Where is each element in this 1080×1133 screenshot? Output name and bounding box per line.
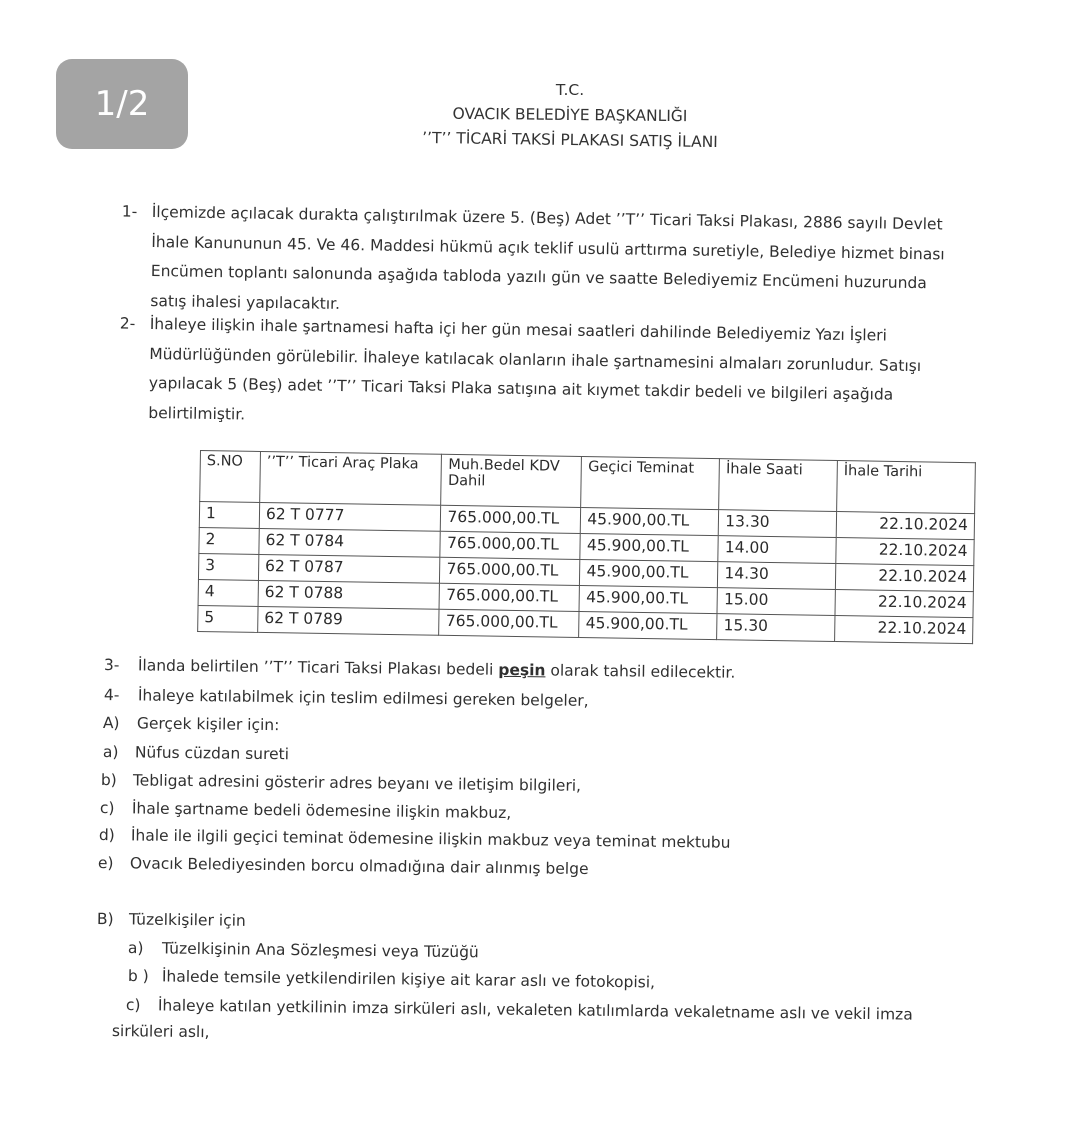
list-marker: c) [99, 799, 115, 818]
item-1-number: 1- [121, 202, 138, 221]
table-cell: 15.30 [717, 614, 835, 642]
section-a-item [103, 743, 289, 763]
table-cell: 14.30 [718, 562, 836, 590]
column-header: İhale Tarihi [837, 461, 976, 514]
section-b-item [128, 967, 655, 991]
section-a-title: Gerçek kişiler için: [136, 714, 280, 735]
list-marker: e) [97, 854, 114, 873]
list-marker: b ) [127, 967, 149, 986]
header-line-municipality: OVACIK BELEDİYE BAŞKANLIĞI [452, 104, 688, 126]
table-cell: 1 [199, 502, 259, 529]
table-cell: 22.10.2024 [835, 615, 973, 643]
table-cell: 62 T 0788 [258, 580, 440, 609]
column-header: İhale Saati [719, 459, 838, 512]
table-cell: 62 T 0784 [259, 528, 441, 557]
list-item-text: Nüfus cüzdan sureti [134, 743, 290, 764]
list-marker: d) [98, 826, 115, 845]
list-item-text: İhaleye katılan yetkilinin imza sirküleri aslı, vekaleten katılımlarda vekaletname aslı ve vekil imza [157, 996, 913, 1024]
item-2-text: İhaleye ilişkin ihale şartnamesi hafta içi her gün mesai saatleri dahilinde Belediyemiz Yazı İşleri Müdürlüğünden görülebilir. İhaleye katılacak olanların ihale şartnamesini almaları zorunludur. Satışı yapılacak 5 (Beş) adet ’’T’’ Ticari Taksi Plaka satışına ait kıymet takdir bedeli ve bilgileri aşağıda belirtilmiştir. [148, 314, 922, 424]
list-item-text: İhalede temsile yetkilendirilen kişiye ait karar aslı ve fotokopisi, [161, 967, 656, 992]
table-cell: 5 [198, 605, 258, 632]
header-line-tc: T.C. [555, 81, 585, 99]
table-cell: 22.10.2024 [835, 589, 973, 617]
column-header: Muh.Bedel KDV Dahil [441, 454, 582, 507]
table-cell: 45.900,00.TL [580, 533, 718, 561]
section-b-item [126, 996, 913, 1024]
table-cell: 45.900,00.TL [581, 507, 719, 535]
table-cell: 765.000,00.TL [441, 505, 581, 533]
item-2-number: 2- [119, 314, 136, 333]
list-marker: b) [100, 771, 117, 790]
list-item-text: sirküleri aslı, [111, 1022, 210, 1042]
section-a-item [98, 854, 589, 878]
table-cell: 765.000,00.TL [439, 609, 579, 637]
table-cell: 4 [198, 579, 258, 606]
table-cell: 2 [199, 527, 259, 554]
list-item-text: Tüzelkişinin Ana Sözleşmesi veya Tüzüğü [161, 939, 479, 962]
table-cell: 13.30 [719, 510, 837, 538]
table-cell: 62 T 0777 [259, 502, 441, 531]
section-b-marker: B) [96, 910, 114, 929]
table-cell: 765.000,00.TL [439, 583, 579, 611]
page-counter-badge: 1/2 [56, 59, 188, 149]
item-3-text-pre: İlanda belirtilen ’’T’’ Ticari Taksi Plakası bedeli [137, 656, 499, 679]
plates-table [197, 450, 976, 644]
item-3 [104, 656, 736, 682]
table-cell: 45.900,00.TL [579, 611, 717, 639]
section-b-item [128, 939, 479, 961]
table-cell: 45.900,00.TL [580, 559, 718, 587]
section-a-item [100, 799, 512, 822]
item-2 [119, 310, 962, 441]
table-cell: 62 T 0789 [258, 606, 440, 635]
table-cell: 765.000,00.TL [440, 531, 580, 559]
section-b-title: Tüzelkişiler için [128, 910, 246, 930]
table-cell: 22.10.2024 [836, 538, 974, 566]
header-line-title: ’’T’’ TİCARİ TAKSİ PLAKASI SATIŞ İLANI [422, 128, 718, 152]
table-cell: 22.10.2024 [835, 564, 973, 592]
section-a-item [101, 771, 581, 795]
item-1 [121, 198, 964, 329]
column-header: Geçici Teminat [581, 456, 720, 509]
table-cell: 22.10.2024 [836, 512, 974, 540]
list-item-text: İhale şartname bedeli ödemesine ilişkin makbuz, [131, 799, 512, 823]
list-item-text: İhale ile ilgili geçici teminat ödemesine ilişkin makbuz veya teminat mektubu [130, 826, 731, 852]
item-3-emphasis: peşin [498, 660, 546, 680]
list-item-text: Tebligat adresini gösterir adres beyanı ve iletişim bilgileri, [132, 771, 582, 795]
table-cell: 62 T 0787 [258, 554, 440, 583]
item-3-text-post: olarak tahsil edilecektir. [545, 661, 736, 682]
table-cell: 3 [198, 553, 258, 580]
list-marker: a) [127, 939, 144, 958]
section-a-heading [103, 714, 280, 734]
item-3-number: 3- [103, 656, 120, 675]
list-marker: c) [125, 996, 141, 1015]
table-cell: 45.900,00.TL [579, 585, 717, 613]
section-a-marker: A) [102, 714, 120, 733]
column-header: ’’T’’ Ticari Araç Plaka [260, 451, 442, 505]
section-b-continuation [112, 1022, 210, 1041]
item-4-number: 4- [103, 686, 120, 705]
document-header [330, 78, 810, 153]
item-4-text: İhaleye katılabilmek için teslim edilmesi gereken belgeler, [137, 686, 589, 710]
table-cell: 765.000,00.TL [440, 557, 580, 585]
item-4 [104, 686, 589, 710]
section-b-heading [97, 910, 246, 930]
section-a-item [99, 826, 731, 852]
list-item-text: Ovacık Belediyesinden borcu olmadığına dair alınmış belge [129, 854, 589, 878]
table-cell: 15.00 [717, 588, 835, 616]
item-1-text: İlçemizde açılacak durakta çalıştırılmak üzere 5. (Beş) Adet ’’T’’ Ticari Taksi Plakası, 2886 sayılı Devlet İhale Kanununun 45. Ve 46. Maddesi hükmü açık teklif usulü arttırma suretiyle, Belediye hizmet binası Encümen toplantı salonunda aşağıda tabloda yazılı gün ve saatte Belediyemiz Encümeni huzurunda satış ihalesi yapılacaktır. [150, 202, 945, 313]
list-marker: a) [102, 743, 119, 762]
table-cell: 14.00 [718, 536, 836, 564]
column-header: S.NO [200, 451, 261, 503]
